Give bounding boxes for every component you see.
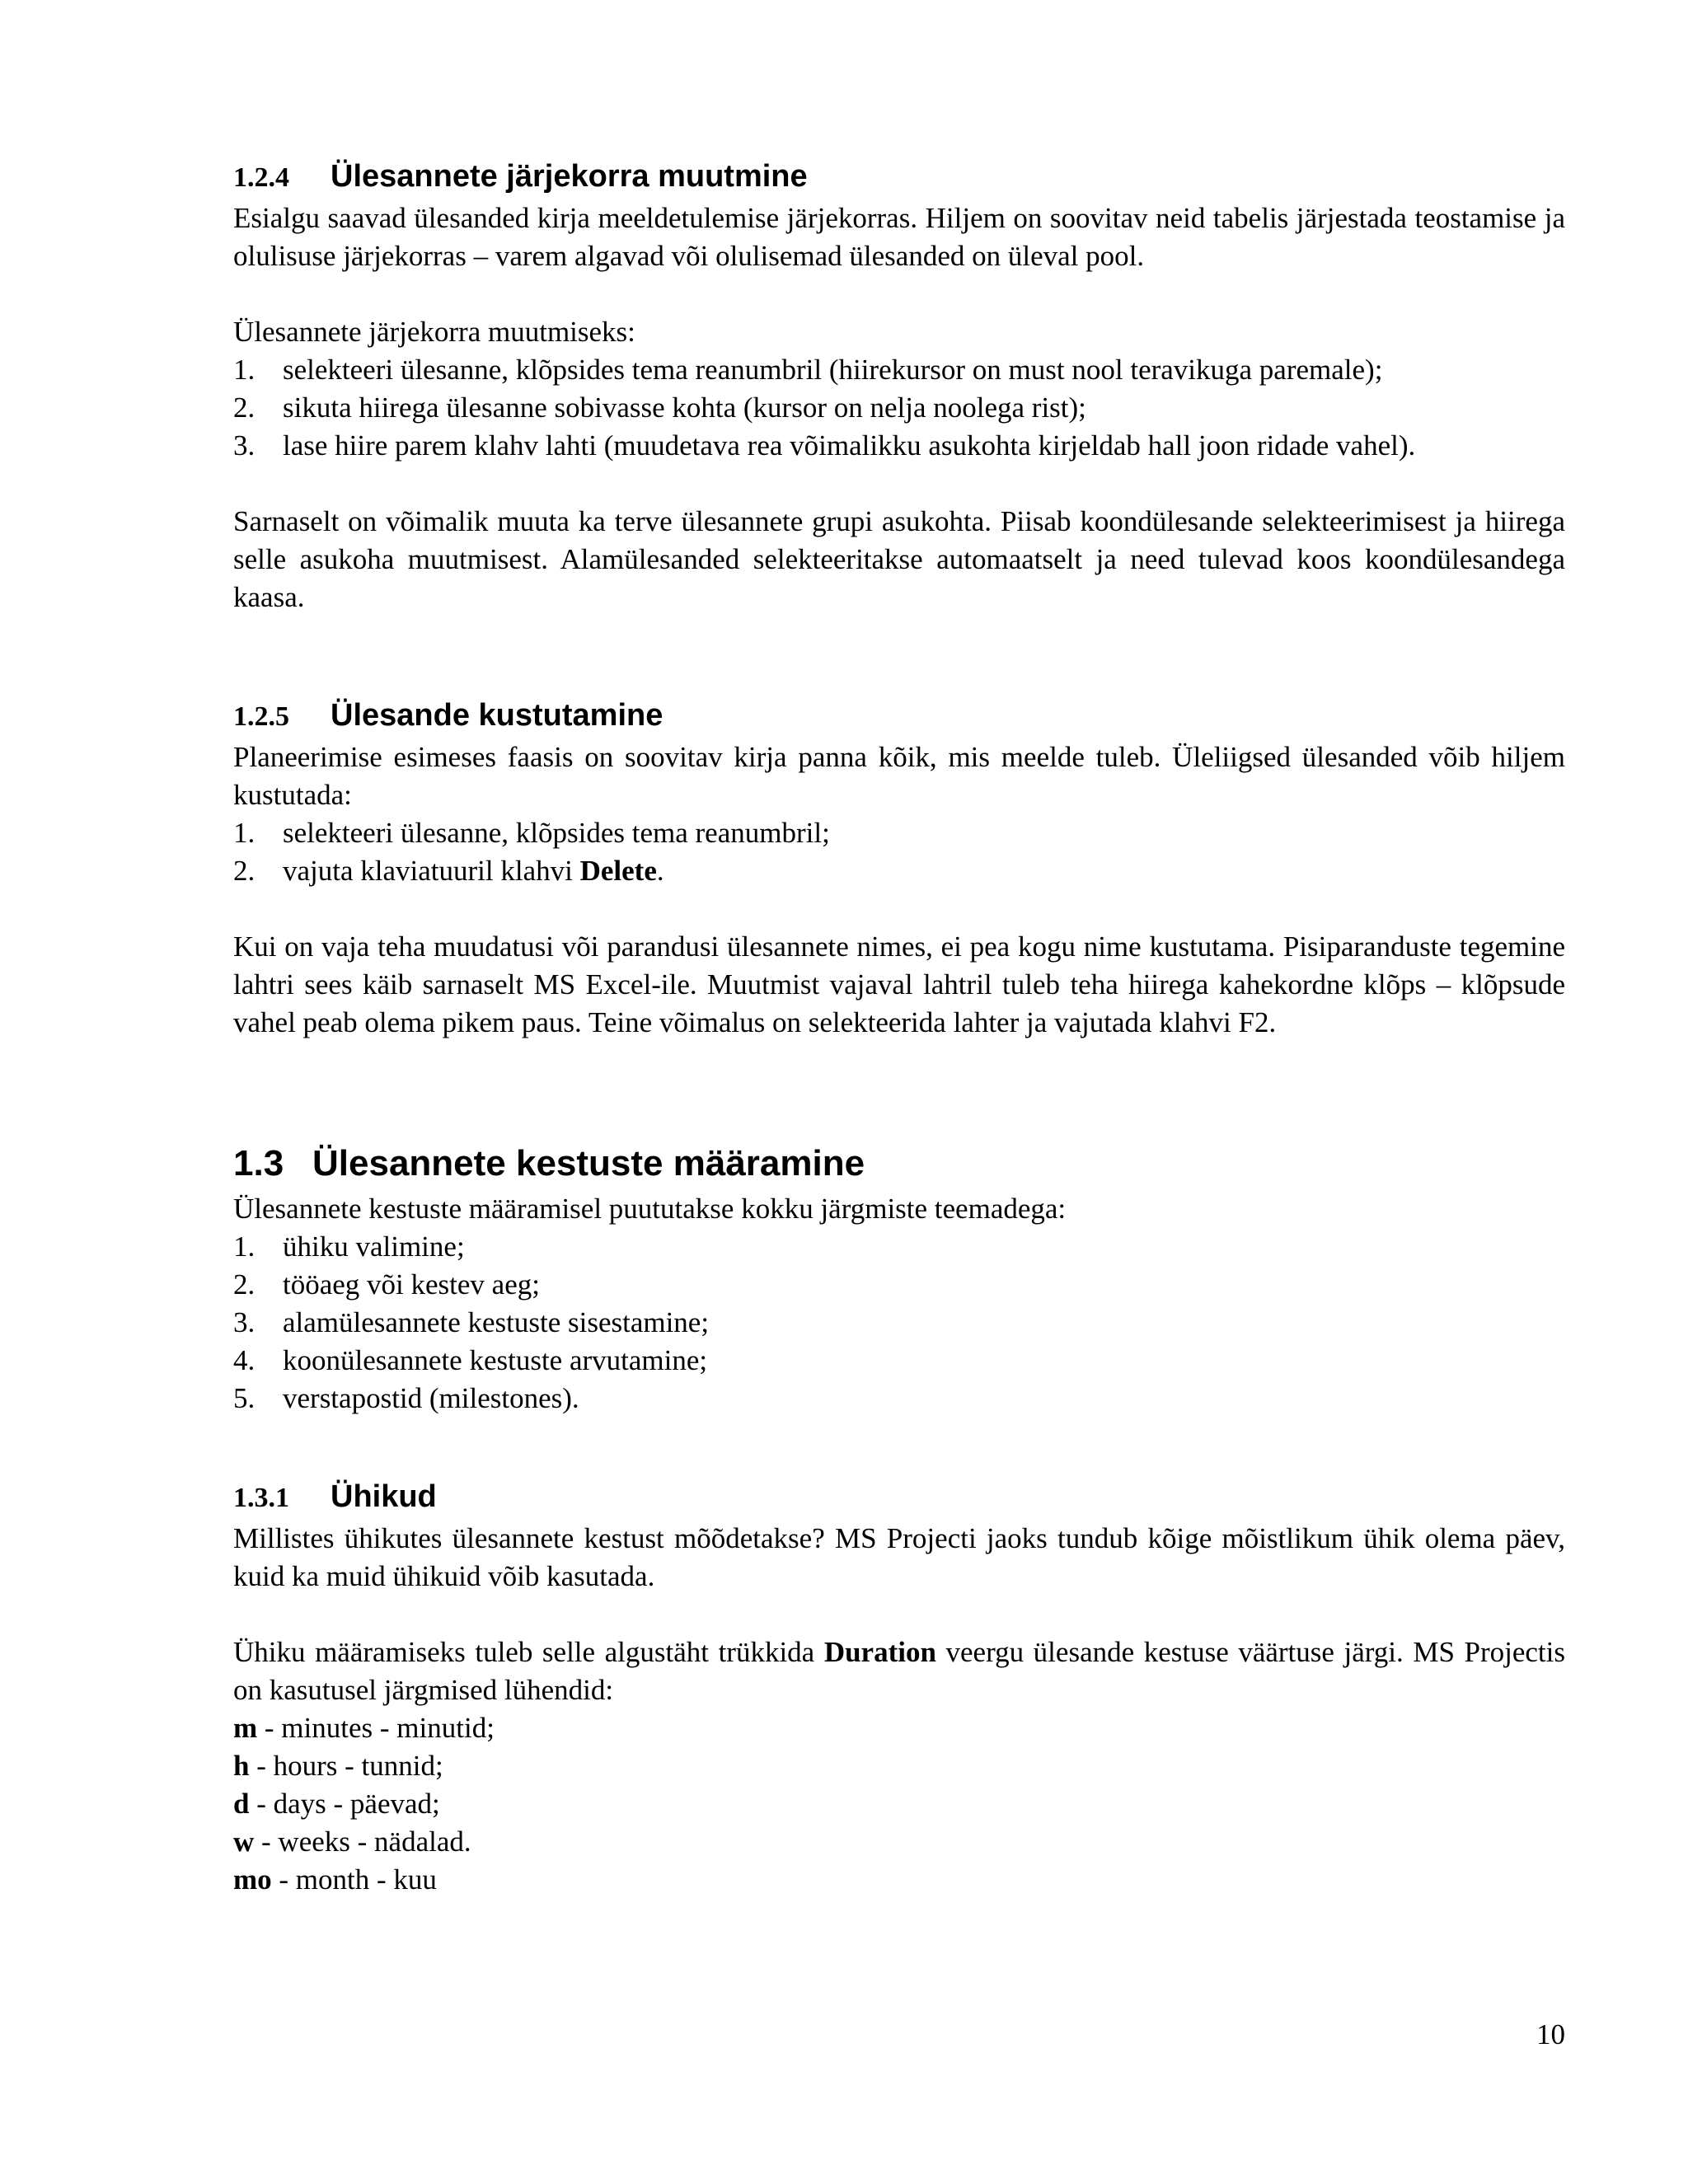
unit-abbr: w — [233, 1825, 255, 1858]
paragraph-part: Ühiku määramiseks tuleb selle algustäht trükkida — [233, 1636, 824, 1668]
document-page — [233, 153, 1565, 1899]
unit-desc: - weeks - nädalad. — [254, 1825, 471, 1858]
unit-line — [233, 1747, 1565, 1785]
list-number: 5. — [233, 1382, 256, 1414]
paragraph: Sarnaselt on võimalik muuta ka terve ülesannete grupi asukohta. Piisab koondülesande selekteerimisest ja hiirega selle asukoha muutmisest. Alamülesanded selekteeritakse automaatselt ja need tulevad koos koondülesandega kaasa. — [233, 505, 1565, 613]
unit-abbr: d — [233, 1788, 250, 1820]
section-title: Ülesande kustutamine — [331, 698, 663, 733]
list-intro: Ülesannete järjekorra muutmiseks: — [233, 316, 635, 348]
list-intro: Ülesannete kestuste määramisel puututakse kokku järgmiste teemadega: — [233, 1193, 1067, 1225]
paragraph: Kui on vaja teha muudatusi või parandusi ülesannete nimes, ei pea kogu nime kustutama. Pisiparanduste tegemine lahtri sees käib sarnaselt MS Excel-ile. Muutmist vajaval lahtril tuleb teha hiirega kahekordne klõps – klõpsude vahel peab olema pikem paus. Teine võimalus on selekteerida lahter ja vajutada klahvi F2. — [233, 930, 1565, 1038]
list-text: lase hiire parem klahv lahti (muudetava rea võimalikku asukohta kirjeldab hall joon ridade vahel). — [283, 429, 1416, 462]
unit-desc: - days - päevad; — [249, 1788, 440, 1820]
list-text: tööaeg või kestev aeg; — [283, 1268, 540, 1301]
paragraph: Planeerimise esimeses faasis on soovitav kirja panna kõik, mis meelde tuleb. Üleliigsed ülesanded võib hiljem kustutada: — [233, 741, 1565, 811]
list-text-part: . — [656, 855, 664, 887]
unit-desc: - hours - tunnid; — [249, 1750, 443, 1782]
section-number: 1.3.1 — [233, 1483, 289, 1513]
list-number: 3. — [233, 429, 256, 462]
section-heading-1-2-4 — [233, 153, 1565, 199]
unit-abbr: mo — [233, 1863, 272, 1896]
paragraph-part: veergu ülesande kestuse väärtuse järgi. MS Projectis on kasutusel järgmised lühendid: — [233, 1636, 1565, 1706]
unit-abbr: m — [233, 1712, 258, 1744]
list-text: selekteeri ülesanne, klõpsides tema reanumbril; — [283, 817, 830, 849]
list-text-part: vajuta klaviatuuril klahvi — [283, 855, 580, 887]
list-number: 2. — [233, 391, 256, 424]
list-item — [233, 1304, 1565, 1342]
paragraph — [233, 1633, 1565, 1709]
section-heading-1-2-5 — [233, 692, 1565, 738]
list-text: koonülesannete kestuste arvutamine; — [283, 1344, 708, 1376]
unit-desc: - minutes - minutid; — [257, 1712, 495, 1744]
section-title: Ülesannete kestuste määramine — [312, 1143, 865, 1183]
section-heading-1-3-1 — [233, 1474, 1565, 1520]
unit-desc: - month - kuu — [271, 1863, 437, 1896]
list-text: verstapostid (milestones). — [283, 1382, 579, 1414]
unit-line — [233, 1861, 1565, 1899]
list-item — [233, 1266, 1565, 1304]
list-number: 4. — [233, 1344, 256, 1376]
list-item — [233, 1342, 1565, 1380]
column-name: Duration — [823, 1636, 936, 1668]
list-item — [233, 389, 1565, 427]
paragraph: Millistes ühikutes ülesannete kestust mõõdetakse? MS Projecti jaoks tundub kõige mõistlikum ühik olema päev, kuid ka muid ühikuid võib kasutada. — [233, 1522, 1565, 1592]
list-item — [233, 427, 1565, 465]
paragraph: Esialgu saavad ülesanded kirja meeldetulemise järjekorras. Hiljem on soovitav neid tabelis järjestada teostamise ja olulisuse järjekorras – varem algavad või olulisemad ülesanded on üleval pool. — [233, 202, 1565, 272]
list-number: 1. — [233, 817, 256, 849]
list-number: 2. — [233, 855, 256, 887]
section-number: 1.3 — [233, 1143, 284, 1183]
unit-abbr: h — [233, 1750, 250, 1782]
section-title: Ülesannete järjekorra muutmine — [331, 159, 808, 194]
section-number: 1.2.5 — [233, 701, 289, 732]
unit-line — [233, 1823, 1565, 1861]
list-text: alamülesannete kestuste sisestamine; — [283, 1306, 710, 1338]
list-text: selekteeri ülesanne, klõpsides tema reanumbril (hiirekursor on must nool teravikuga paremale); — [283, 354, 1383, 386]
list-text: ühiku valimine; — [283, 1230, 465, 1263]
list-item — [233, 1228, 1565, 1266]
list-text: sikuta hiirega ülesanne sobivasse kohta (kursor on nelja noolega rist); — [283, 391, 1086, 424]
section-number: 1.2.4 — [233, 162, 289, 193]
key-name: Delete — [579, 855, 657, 887]
list-number: 3. — [233, 1306, 256, 1338]
list-item — [233, 351, 1565, 389]
unit-line — [233, 1785, 1565, 1823]
page-number: 10 — [1536, 2018, 1565, 2050]
list-number: 1. — [233, 1230, 256, 1263]
list-number: 2. — [233, 1268, 256, 1301]
section-heading-1-3 — [233, 1137, 1565, 1190]
unit-line — [233, 1709, 1565, 1747]
list-item — [233, 1380, 1565, 1418]
list-text — [283, 852, 664, 890]
list-number: 1. — [233, 354, 256, 386]
list-item — [233, 814, 1565, 852]
section-title: Ühikud — [331, 1479, 437, 1514]
list-item — [233, 852, 1565, 890]
